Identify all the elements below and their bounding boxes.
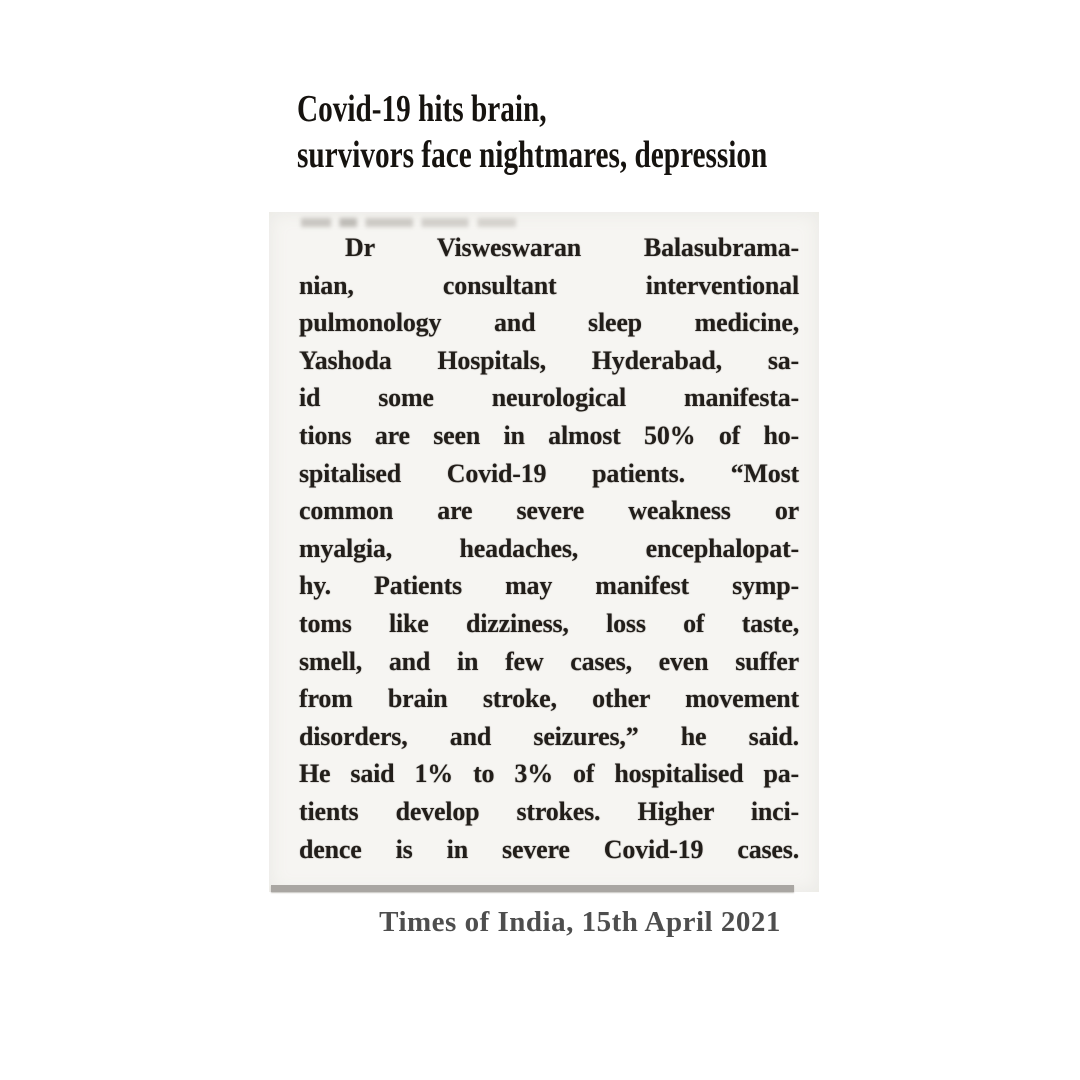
article-line: tients develop strokes. Higher inci- [299,796,799,826]
article-line: tions are seen in almost 50% of ho- [299,420,799,450]
article-line: from brain stroke, other movement [299,684,799,714]
newspaper-clipping [269,212,819,892]
article-line: hy. Patients may manifest symp- [299,571,799,601]
article-text [299,229,799,868]
headline [297,86,767,178]
article-line: Yashoda Hospitals, Hyderabad, sa- [299,345,799,375]
article-line: spitalised Covid-19 patients. “Most [299,458,799,488]
article-line: disorders, and seizures,” he said. [299,721,799,751]
article-line: Dr Visweswaran Balasubrama- [345,233,799,262]
article-line: toms like dizziness, loss of taste, [299,608,799,638]
article-line: smell, and in few cases, even suffer [299,646,799,676]
torn-text-remnant [301,218,516,227]
article-line: pulmonology and sleep medicine, [299,308,799,338]
article-line: common are severe weakness or [299,496,799,526]
article-line: myalgia, headaches, encephalopat- [299,533,799,563]
article-line: He said 1% to 3% of hospitalised pa- [299,759,799,789]
headline-line-2: survivors face nightmares, depression [297,134,768,176]
article-line: id some neurological manifesta- [299,383,799,413]
article-line: dence is in severe Covid-19 cases. [299,834,799,864]
clipping-bottom-edge [271,885,794,892]
headline-line-1: Covid-19 hits brain, [297,88,547,130]
attribution-caption: Times of India, 15th April 2021 [379,906,781,938]
article-line: nian, consultant interventional [299,270,799,300]
